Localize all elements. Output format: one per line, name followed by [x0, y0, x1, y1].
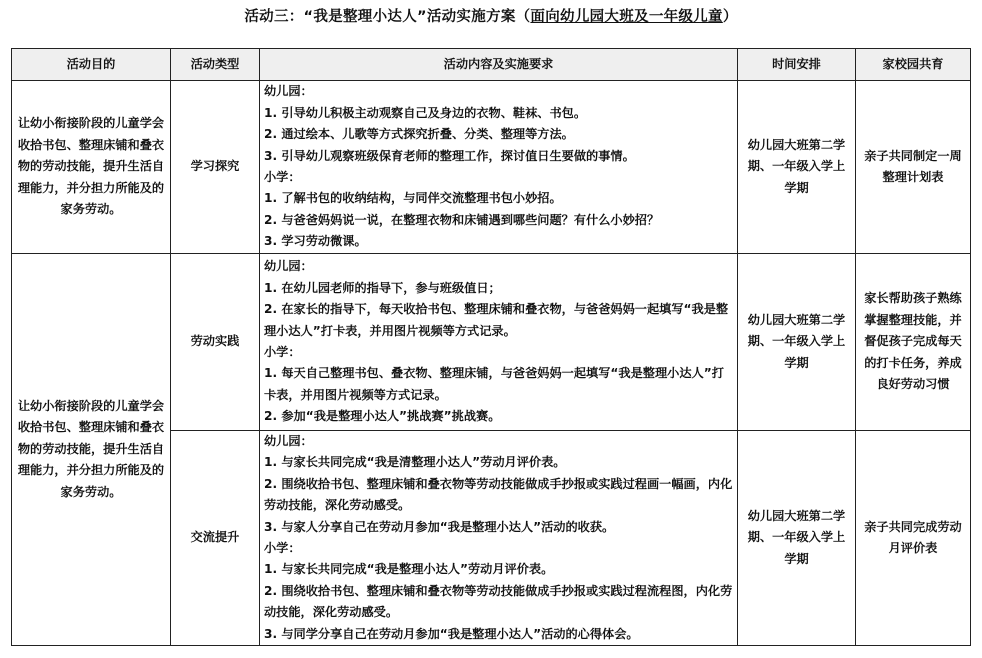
type-cell: 交流提升 [171, 431, 260, 646]
content-line: 幼儿园： [264, 84, 313, 99]
content-line: 3. 引导幼儿观察班级保育老师的整理工作，探讨值日生要做的事情。 [264, 148, 635, 163]
content-line: 2. 通过绘本、儿歌等方式探究折叠、分类、整理等方法。 [264, 127, 574, 142]
table-header-row [12, 49, 971, 81]
content-line: 幼儿园： [264, 259, 313, 274]
table-row [12, 81, 971, 254]
header-time: 时间安排 [738, 49, 856, 81]
document-title [0, 5, 982, 26]
title-underlined-audience: 面向幼儿园大班及一年级儿童 [530, 9, 723, 25]
content-line: 幼儿园： [264, 434, 313, 448]
content-line: 2. 在家长的指导下，每天收拾书包、整理床铺和叠衣物，与爸爸妈妈一起填写“我是整理小达人”打卡表，并用图片视频等方式记录。 [264, 302, 729, 338]
time-cell: 幼儿园大班第二学期、一年级入学上学期 [738, 431, 856, 646]
content-line: 小学： [264, 170, 301, 184]
content-line: 小学： [264, 345, 301, 359]
table-row [12, 254, 971, 431]
content-line: 3. 与家人分享自己在劳动月参加“我是整理小达人”活动的收获。 [264, 519, 615, 534]
content-cell [260, 431, 738, 646]
purpose-cell: 让幼小衔接阶段的儿童学会收拾书包、整理床铺和叠衣物的劳动技能，提升生活自理能力，并分担力所能及的家务劳动。 [12, 254, 171, 646]
type-cell: 学习探究 [171, 81, 260, 254]
header-content: 活动内容及实施要求 [260, 49, 738, 81]
type-cell: 劳动实践 [171, 254, 260, 431]
time-cell: 幼儿园大班第二学期、一年级入学上学期 [738, 254, 856, 431]
content-line: 2. 围绕收拾书包、整理床铺和叠衣物等劳动技能做成手抄报或实践过程流程图，内化劳动技能，深化劳动感受。 [264, 583, 733, 620]
time-cell: 幼儿园大班第二学期、一年级入学上学期 [738, 81, 856, 254]
content-line: 2. 围绕收拾书包、整理床铺和叠衣物等劳动技能做成手抄报或实践过程画一幅画，内化劳动技能，深化劳动感受。 [264, 476, 733, 513]
content-line: 3. 与同学分享自己在劳动月参加“我是整理小达人”活动的心得体会。 [264, 626, 639, 641]
header-type: 活动类型 [171, 49, 260, 81]
title-prefix: 活动三：“我是整理小达人”活动实施方案（ [244, 9, 531, 25]
header-purpose: 活动目的 [12, 49, 171, 81]
content-line: 1. 与家长共同完成“我是整理小达人”劳动月评价表。 [264, 562, 554, 577]
content-line: 2. 参加“我是整理小达人”挑战赛”挑战赛。 [264, 409, 501, 424]
cooperation-cell: 亲子共同完成劳动月评价表 [856, 431, 971, 646]
content-cell [260, 81, 738, 254]
content-line: 2. 与爸爸妈妈说一说，在整理衣物和床铺遇到哪些问题？有什么小妙招？ [264, 212, 660, 227]
purpose-cell: 让幼小衔接阶段的儿童学会收拾书包、整理床铺和叠衣物的劳动技能，提升生活自理能力，并分担力所能及的家务劳动。 [12, 81, 171, 254]
content-line: 1. 在幼儿园老师的指导下，参与班级值日； [264, 280, 501, 295]
activity-plan-table [11, 48, 971, 646]
content-line: 小学： [264, 541, 301, 556]
cooperation-cell: 亲子共同制定一周整理计划表 [856, 81, 971, 254]
content-line: 1. 与家长共同完成“我是清整理小达人”劳动月评价表。 [264, 455, 566, 470]
content-line: 1. 了解书包的收纳结构，与同伴交流整理书包小妙招。 [264, 191, 562, 206]
content-line: 1. 引导幼儿积极主动观察自己及身边的衣物、鞋袜、书包。 [264, 105, 587, 120]
content-line: 1. 每天自己整理书包、叠衣物、整理床铺，与爸爸妈妈一起填写“我是整理小达人”打卡表，并用图片视频等方式记录。 [264, 366, 724, 402]
content-cell [260, 254, 738, 431]
header-cooperation: 家校园共育 [856, 49, 971, 81]
content-line: 3. 学习劳动微课。 [264, 234, 367, 249]
title-suffix: ） [722, 9, 738, 25]
cooperation-cell: 家长帮助孩子熟练掌握整理技能，并督促孩子完成每天的打卡任务，养成良好劳动习惯 [856, 254, 971, 431]
